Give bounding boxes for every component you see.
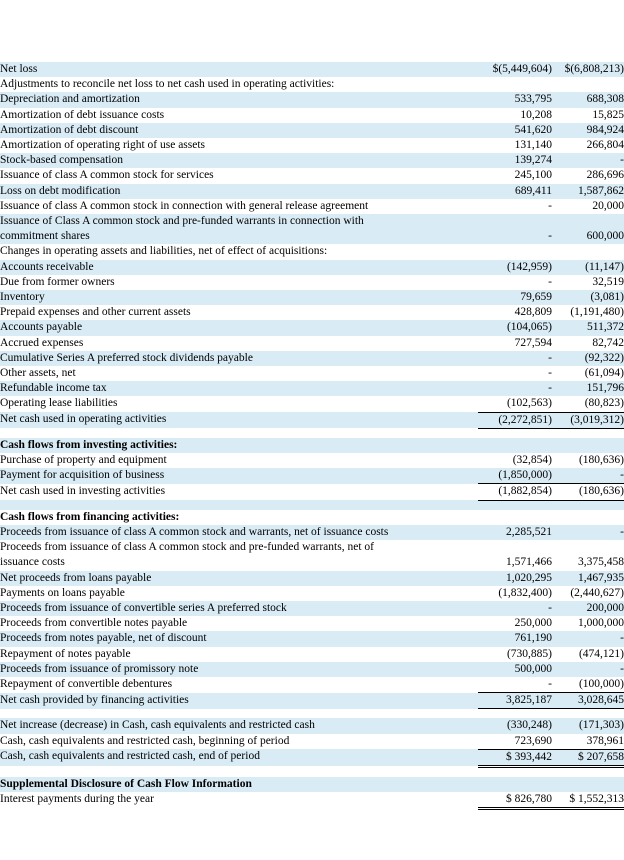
row-value-prior: 378,961 (552, 734, 624, 750)
row-value-current: (1,832,400) (478, 586, 552, 601)
row-value-prior (552, 244, 624, 259)
table-row (0, 677, 624, 693)
row-value-current: 689,411 (478, 184, 552, 199)
row-label: Net loss (0, 62, 478, 77)
row-label: Cash flows from investing activities: (0, 438, 478, 453)
row-value-prior: (1,191,480) (552, 305, 624, 320)
row-label: Issuance of Class A common stock and pre-funded warrants in connection with (0, 214, 478, 229)
table-row (0, 290, 624, 305)
row-value-prior: (61,094) (552, 366, 624, 381)
table-row (0, 199, 624, 214)
row-value-prior: 32,519 (552, 275, 624, 290)
row-value-current: - (478, 381, 552, 396)
table-row (0, 138, 624, 153)
row-value-current: 727,594 (478, 336, 552, 351)
table-row (0, 647, 624, 662)
row-label: Supplemental Disclosure of Cash Flow Information (0, 777, 478, 792)
table-row (0, 484, 624, 500)
row-value-current: 428,809 (478, 305, 552, 320)
row-value-current: 2,285,521 (478, 525, 552, 540)
cash-flow-table-body (0, 62, 624, 809)
row-value-prior: $ 207,658 (552, 749, 624, 766)
row-value-current: 500,000 (478, 662, 552, 677)
row-value-prior: - (552, 468, 624, 484)
row-value-prior: (92,322) (552, 351, 624, 366)
row-label: Operating lease liabilities (0, 396, 478, 412)
row-value-prior: 151,796 (552, 381, 624, 396)
row-value-current: 761,190 (478, 631, 552, 646)
table-row (0, 320, 624, 335)
row-value-prior: $ 1,552,313 (552, 792, 624, 809)
table-row (0, 77, 624, 92)
row-value-current (478, 214, 552, 229)
row-label: Amortization of debt issuance costs (0, 108, 478, 123)
row-label (0, 766, 478, 777)
row-value-current (478, 77, 552, 92)
row-value-prior: 1,467,935 (552, 571, 624, 586)
row-label: Depreciation and amortization (0, 92, 478, 107)
row-value-current: (142,959) (478, 260, 552, 275)
row-value-current (478, 777, 552, 792)
row-label: Proceeds from issuance of class A common stock and warrants, net of issuance costs (0, 525, 478, 540)
table-row (0, 540, 624, 555)
table-row (0, 586, 624, 601)
row-value-prior: (3,081) (552, 290, 624, 305)
row-label: Stock-based compensation (0, 153, 478, 168)
table-row (0, 693, 624, 709)
table-row (0, 601, 624, 616)
row-label: Accrued expenses (0, 336, 478, 351)
table-spacer-row (0, 428, 624, 438)
row-value-prior: (100,000) (552, 677, 624, 693)
row-label: Accounts receivable (0, 260, 478, 275)
row-label: Changes in operating assets and liabilities, net of effect of acquisitions: (0, 244, 478, 259)
row-label: Loss on debt modification (0, 184, 478, 199)
row-label: Net cash used in investing activities (0, 484, 478, 500)
row-value-current: (32,854) (478, 453, 552, 468)
row-value-prior: $(6,808,213) (552, 62, 624, 77)
table-row (0, 275, 624, 290)
row-label: Net cash used in operating activities (0, 412, 478, 428)
cash-flow-table (0, 62, 624, 810)
row-value-prior: (3,019,312) (552, 412, 624, 428)
table-row (0, 734, 624, 750)
table-row (0, 260, 624, 275)
row-value-prior (552, 709, 624, 719)
row-label: Proceeds from issuance of class A common stock and pre-funded warrants, net of (0, 540, 478, 555)
row-value-current: 3,825,187 (478, 693, 552, 709)
row-value-prior: 600,000 (552, 229, 624, 244)
row-value-prior: 511,372 (552, 320, 624, 335)
row-value-prior: 200,000 (552, 601, 624, 616)
table-spacer-row (0, 766, 624, 777)
row-value-prior (552, 77, 624, 92)
table-row (0, 92, 624, 107)
row-label: Cash flows from financing activities: (0, 510, 478, 525)
row-value-current (478, 510, 552, 525)
row-value-current: 723,690 (478, 734, 552, 750)
row-value-prior (552, 766, 624, 777)
table-row (0, 792, 624, 809)
row-label: Repayment of notes payable (0, 647, 478, 662)
row-value-current: $(5,449,604) (478, 62, 552, 77)
row-value-current: - (478, 351, 552, 366)
row-value-prior: (171,303) (552, 718, 624, 733)
row-value-prior: (2,440,627) (552, 586, 624, 601)
table-spacer-row (0, 709, 624, 719)
row-value-current: (2,272,851) (478, 412, 552, 428)
row-value-current: 250,000 (478, 616, 552, 631)
table-row (0, 229, 624, 244)
row-value-prior (552, 540, 624, 555)
row-value-current: (104,065) (478, 320, 552, 335)
row-label (0, 428, 478, 438)
row-value-current: (1,850,000) (478, 468, 552, 484)
row-label: Cash, cash equivalents and restricted cash, beginning of period (0, 734, 478, 750)
row-label: Accounts payable (0, 320, 478, 335)
row-label: Other assets, net (0, 366, 478, 381)
row-value-prior (552, 777, 624, 792)
row-value-current: (102,563) (478, 396, 552, 412)
table-row (0, 184, 624, 199)
row-value-current: - (478, 229, 552, 244)
row-value-prior: - (552, 153, 624, 168)
row-label: Payments on loans payable (0, 586, 478, 601)
row-value-prior: (180,636) (552, 484, 624, 500)
table-row (0, 749, 624, 766)
row-value-prior (552, 428, 624, 438)
row-value-current: 79,659 (478, 290, 552, 305)
row-value-current: 541,620 (478, 123, 552, 138)
row-value-prior: - (552, 525, 624, 540)
table-row (0, 108, 624, 123)
row-value-prior: 82,742 (552, 336, 624, 351)
row-label: Issuance of class A common stock for services (0, 168, 478, 183)
row-label: Inventory (0, 290, 478, 305)
row-value-prior: 3,028,645 (552, 693, 624, 709)
table-row (0, 351, 624, 366)
row-value-prior: 3,375,458 (552, 555, 624, 570)
row-value-current (478, 766, 552, 777)
table-row (0, 510, 624, 525)
row-label: Prepaid expenses and other current assets (0, 305, 478, 320)
row-label (0, 500, 478, 510)
row-value-current (478, 709, 552, 719)
table-row (0, 525, 624, 540)
row-value-current: (730,885) (478, 647, 552, 662)
table-row (0, 336, 624, 351)
row-value-current (478, 428, 552, 438)
row-value-prior (552, 500, 624, 510)
row-label: Adjustments to reconcile net loss to net cash used in operating activities: (0, 77, 478, 92)
table-row (0, 571, 624, 586)
row-value-prior: (80,823) (552, 396, 624, 412)
table-row (0, 396, 624, 412)
row-value-current: 10,208 (478, 108, 552, 123)
row-value-current: - (478, 601, 552, 616)
row-label: Proceeds from issuance of convertible series A preferred stock (0, 601, 478, 616)
row-value-prior (552, 214, 624, 229)
table-row (0, 123, 624, 138)
row-value-current: - (478, 366, 552, 381)
row-value-prior: (11,147) (552, 260, 624, 275)
row-value-current: 1,020,295 (478, 571, 552, 586)
row-value-current (478, 500, 552, 510)
row-value-prior: 688,308 (552, 92, 624, 107)
table-row (0, 305, 624, 320)
row-label: Payment for acquisition of business (0, 468, 478, 484)
row-value-current: (330,248) (478, 718, 552, 733)
row-value-prior: - (552, 662, 624, 677)
row-value-current (478, 438, 552, 453)
row-label: Due from former owners (0, 275, 478, 290)
row-label: Net cash provided by financing activities (0, 693, 478, 709)
row-value-current: $ 826,780 (478, 792, 552, 809)
table-row (0, 244, 624, 259)
row-value-prior: 984,924 (552, 123, 624, 138)
row-label: commitment shares (0, 229, 478, 244)
row-label: Proceeds from convertible notes payable (0, 616, 478, 631)
row-value-current: - (478, 677, 552, 693)
table-row (0, 468, 624, 484)
row-value-current: 1,571,466 (478, 555, 552, 570)
row-value-prior: (180,636) (552, 453, 624, 468)
row-label: Interest payments during the year (0, 792, 478, 809)
table-row (0, 631, 624, 646)
row-label: Cumulative Series A preferred stock dividends payable (0, 351, 478, 366)
row-label: Refundable income tax (0, 381, 478, 396)
row-label: Net increase (decrease) in Cash, cash equivalents and restricted cash (0, 718, 478, 733)
table-row (0, 214, 624, 229)
row-value-prior (552, 438, 624, 453)
row-value-prior (552, 510, 624, 525)
row-label: Cash, cash equivalents and restricted cash, end of period (0, 749, 478, 766)
table-row (0, 555, 624, 570)
row-value-current: 533,795 (478, 92, 552, 107)
row-value-current (478, 540, 552, 555)
table-row (0, 662, 624, 677)
row-label: Issuance of class A common stock in connection with general release agreement (0, 199, 478, 214)
row-value-current: 131,140 (478, 138, 552, 153)
row-value-prior: 1,000,000 (552, 616, 624, 631)
row-value-current (478, 244, 552, 259)
row-label: issuance costs (0, 555, 478, 570)
table-row (0, 381, 624, 396)
row-value-prior: 15,825 (552, 108, 624, 123)
row-label: Proceeds from issuance of promissory note (0, 662, 478, 677)
row-value-current: 245,100 (478, 168, 552, 183)
row-label: Proceeds from notes payable, net of discount (0, 631, 478, 646)
table-row (0, 412, 624, 428)
table-row (0, 718, 624, 733)
table-row (0, 616, 624, 631)
row-value-current: - (478, 199, 552, 214)
row-value-prior: 266,804 (552, 138, 624, 153)
row-value-prior: 20,000 (552, 199, 624, 214)
table-row (0, 453, 624, 468)
table-row (0, 366, 624, 381)
table-spacer-row (0, 500, 624, 510)
row-value-current: - (478, 275, 552, 290)
table-row (0, 153, 624, 168)
row-value-current: 139,274 (478, 153, 552, 168)
table-row (0, 62, 624, 77)
row-value-current: (1,882,854) (478, 484, 552, 500)
row-value-prior: (474,121) (552, 647, 624, 662)
row-label: Amortization of operating right of use assets (0, 138, 478, 153)
row-label: Repayment of convertible debentures (0, 677, 478, 693)
row-value-current: $ 393,442 (478, 749, 552, 766)
table-row (0, 438, 624, 453)
table-row (0, 777, 624, 792)
table-row (0, 168, 624, 183)
row-value-prior: 1,587,862 (552, 184, 624, 199)
row-label (0, 709, 478, 719)
row-value-prior: - (552, 631, 624, 646)
row-label: Net proceeds from loans payable (0, 571, 478, 586)
row-value-prior: 286,696 (552, 168, 624, 183)
row-label: Purchase of property and equipment (0, 453, 478, 468)
row-label: Amortization of debt discount (0, 123, 478, 138)
